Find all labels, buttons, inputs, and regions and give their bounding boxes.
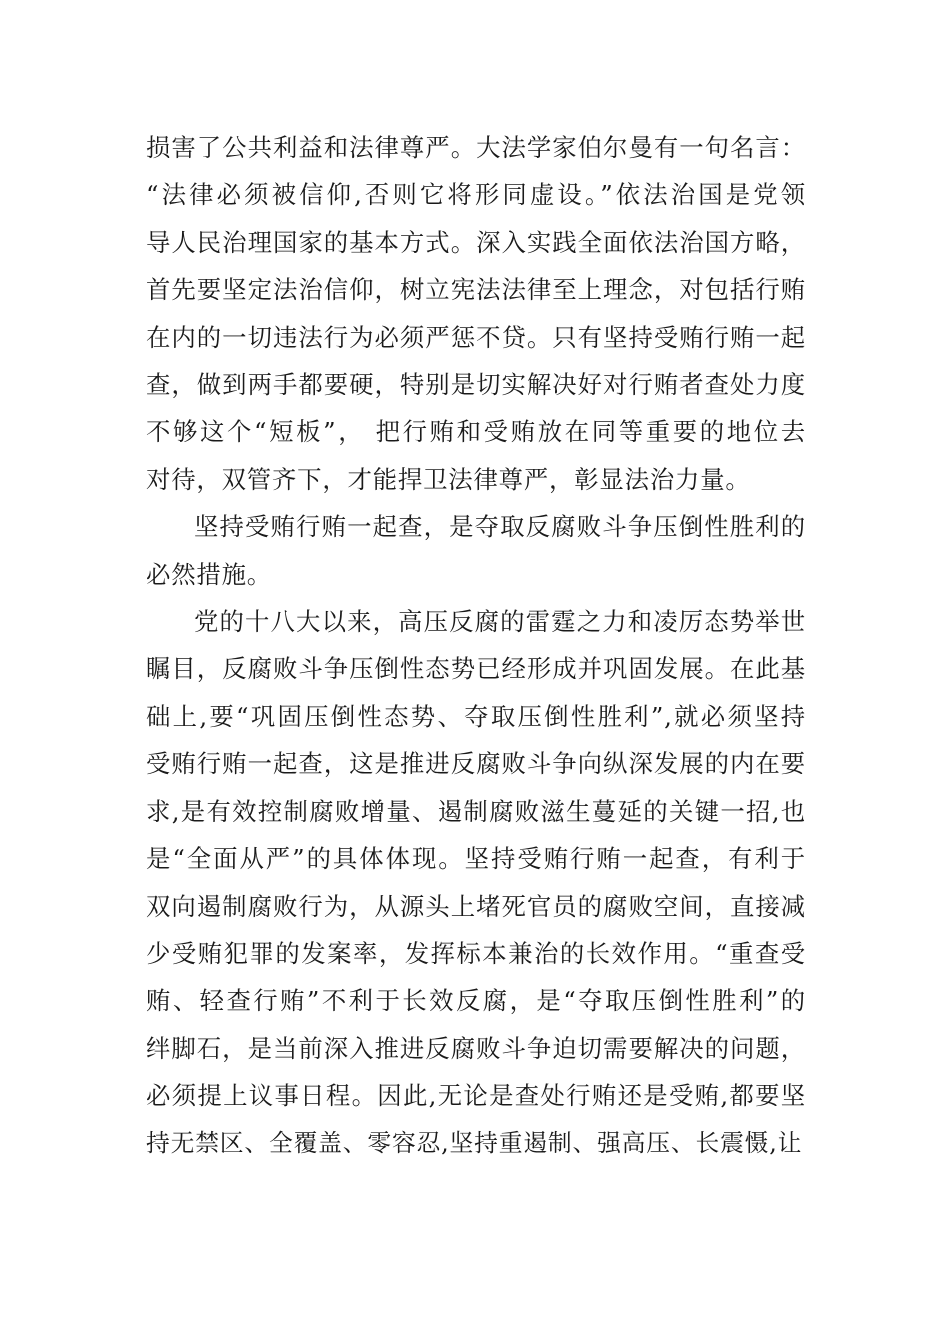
text-line: 是“全面从严”的具体体现。坚持受贿行贿一起查，有利于 [146,844,806,874]
paragraph [146,503,806,598]
text-line: 党的十八大以来，高压反腐的雷霆之力和凌厉态势举世 [194,607,806,637]
text-line: 坚持受贿行贿一起查，是夺取反腐败斗争压倒性胜利的 [194,512,806,542]
paragraph [146,598,806,1167]
text-line: 在内的一切违法行为必须严惩不贷。只有坚持受贿行贿一起 [146,322,806,352]
text-line: 绊脚石，是当前深入推进反腐败斗争迫切需要解决的问题， [146,1033,806,1063]
text-line: 少受贿犯罪的发案率，发挥标本兼治的长效作用。“重查受 [146,938,806,968]
text-line: 础上,要“巩固压倒性态势、夺取压倒性胜利”,就必须坚持 [146,701,806,731]
text-line: 瞩目，反腐败斗争压倒性态势已经形成并巩固发展。在此基 [146,654,806,684]
text-line: “法律必须被信仰,否则它将形同虚设。”依法治国是党领 [146,180,806,210]
text-line: 贿、轻查行贿”不利于长效反腐，是“夺取压倒性胜利”的 [146,986,806,1016]
text-line: 持无禁区、全覆盖、零容忍,坚持重遏制、强高压、长震慑,让 [146,1128,803,1157]
paragraph [146,124,806,503]
text-line: 双向遏制腐败行为，从源头上堵死官员的腐败空间，直接减 [146,891,806,921]
text-line: 查，做到两手都要硬，特别是切实解决好对行贿者查处力度 [146,370,806,400]
body-text [146,124,806,1167]
text-line: 必然措施。 [146,559,272,589]
text-line: 求,是有效控制腐败增量、遏制腐败滋生蔓延的关键一招,也 [146,796,806,826]
text-line: 不够这个“短板”， 把行贿和受贿放在同等重要的地位去 [146,417,806,447]
text-line: 首先要坚定法治信仰，树立宪法法律至上理念，对包括行贿 [146,275,806,305]
text-line: 受贿行贿一起查，这是推进反腐败斗争向纵深发展的内在要 [146,749,806,779]
text-line: 导人民治理国家的基本方式。深入实践全面依法治国方略， [146,227,806,257]
text-line: 对待，双管齐下，才能捍卫法律尊严，彰显法治力量。 [146,464,751,494]
text-line: 必须提上议事日程。因此,无论是查处行贿还是受贿,都要坚 [146,1081,806,1111]
text-line: 损害了公共利益和法律尊严。大法学家伯尔曼有一句名言： [146,133,806,162]
